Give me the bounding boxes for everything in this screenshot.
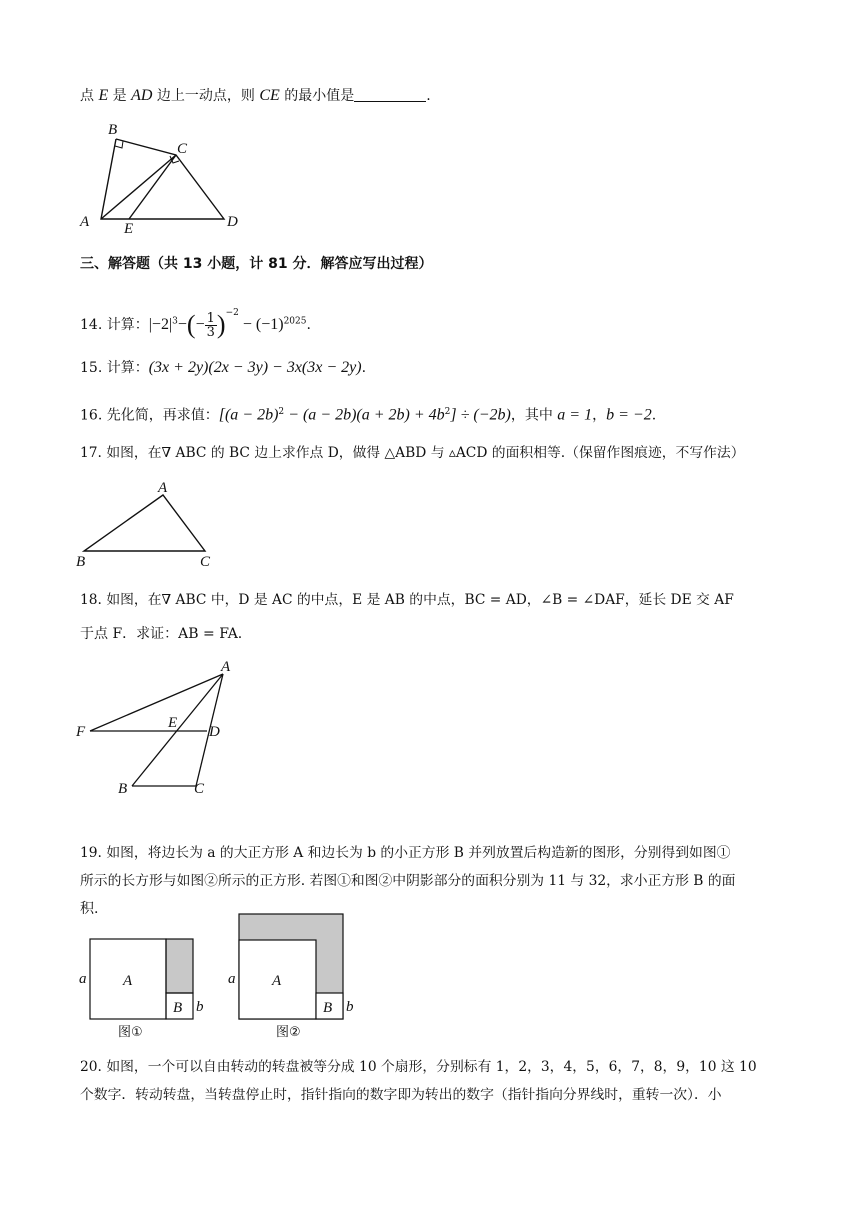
label-b: b: [196, 999, 204, 1015]
label-b: b: [346, 999, 354, 1015]
fraction-one-third: $\frac{1}{3}$: [206, 310, 215, 340]
label-A: A: [158, 480, 168, 496]
label-D: D: [209, 724, 220, 740]
figure-1: [79, 939, 204, 1040]
label-B: B: [323, 1000, 333, 1016]
section-heading: 三、解答题（共 13 小题，计 81 分．解答应写出过程）: [80, 256, 433, 272]
label-a: a: [228, 971, 236, 987]
question-20-line-1: 20. 如图，一个可以自由转动的转盘被等分成 10 个扇形，分别标有 1，2，3，4，5，6，7，8，9，10 这 10: [80, 1059, 757, 1075]
label-A: A: [221, 659, 231, 675]
caption-fig-1: 图①: [118, 1025, 143, 1040]
figure-2: [228, 914, 354, 1040]
label-A: A: [123, 973, 133, 989]
question-14: 14. 计算：$|-2|^3-(-$ $\frac{1}{3}$ )$^{-2} - (-1)^{2025}$.: [80, 308, 311, 340]
label-B: B: [118, 781, 128, 797]
answer-blank[interactable]: [354, 87, 426, 102]
question-16: 16. 先化简，再求值：$[(a - 2b)^2 - (a - 2b)(a + 2b) + 4b^2] \div (-2b)$，其中 a = 1，b = −2.: [80, 406, 657, 424]
triangle-afd-figure: [70, 656, 240, 798]
label-a: a: [79, 971, 87, 987]
label-A: A: [272, 973, 282, 989]
question-19-line-3: 积.: [80, 901, 99, 917]
question-13-tail: 点 E 是 AD 边上一动点，则 CE 的最小值是 .: [80, 87, 431, 104]
label-E: E: [168, 715, 178, 731]
label-D: D: [227, 214, 238, 230]
question-19-line-1: 19. 如图，将边长为 a 的大正方形 A 和边长为 b 的小正方形 B 并列放置后构造新的图形，分别得到如图①: [80, 845, 731, 861]
question-17: 17. 如图，在∇ ABC 的 BC 边上求作点 D，做得 △ABD 与 ▵ACD 的面积相等.（保留作图痕迹，不写作法）: [80, 445, 745, 461]
label-C: C: [200, 554, 211, 570]
question-18-line-1: 18. 如图，在∇ ABC 中，D 是 AC 的中点，E 是 AB 的中点，BC = AD，∠B = ∠DAF，延长 DE 交 AF: [80, 592, 734, 608]
question-15: 15. 计算：(3x + 2y)(2x − 3y) − 3x(3x − 2y).: [80, 359, 367, 376]
label-F: F: [76, 724, 86, 740]
label-A: A: [80, 214, 90, 230]
shaded-region-1: [166, 939, 193, 993]
label-E: E: [124, 221, 134, 234]
label-B: B: [76, 554, 86, 570]
triangle-abc-figure: [72, 478, 222, 570]
question-20-line-2: 个数字．转动转盘，当转盘停止时，指针指向的数字即为转出的数字（指针指向分界线时，重转一次）．小: [80, 1087, 722, 1103]
question-18-line-2: 于点 F．求证：AB = FA.: [80, 626, 243, 642]
label-B: B: [173, 1000, 183, 1016]
label-C: C: [194, 781, 205, 797]
label-B: B: [108, 122, 118, 138]
quadrilateral-figure: [70, 118, 260, 234]
label-C: C: [177, 141, 188, 157]
caption-fig-2: 图②: [276, 1025, 301, 1040]
question-19-line-2: 所示的长方形与如图②所示的正方形. 若图①和图②中阴影部分的面积分别为 11 与 32，求小正方形 B 的面: [80, 873, 736, 889]
squares-figure: [72, 905, 372, 1045]
